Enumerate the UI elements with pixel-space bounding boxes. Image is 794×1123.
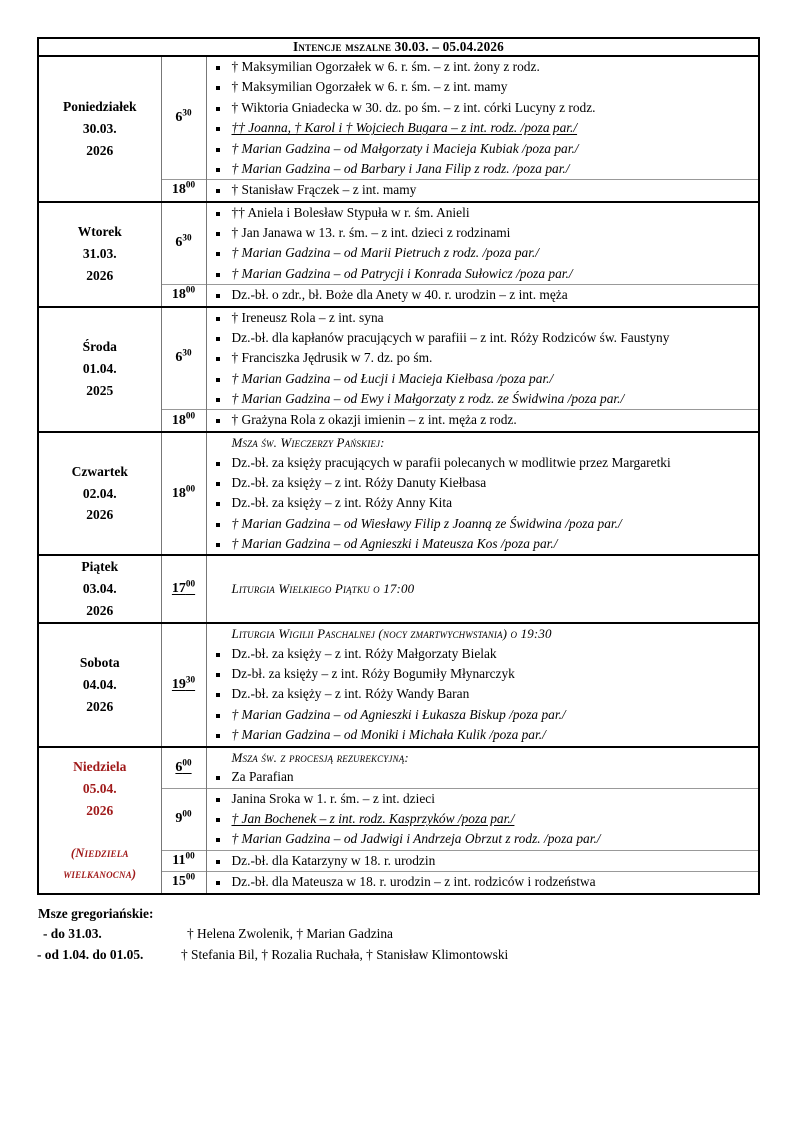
- time-value: $11^{00}$: [172, 850, 195, 869]
- time-value: $6^{30}$: [175, 347, 192, 366]
- day-date: 04.04.: [82, 676, 117, 692]
- time-minutes: 00: [185, 482, 196, 493]
- time-minutes: 00: [185, 850, 195, 861]
- intention-item: † Marian Gadzina – od Patrycji i Konrada Sułowicz /poza par./: [207, 264, 759, 284]
- intentions-list: [207, 624, 759, 746]
- footer-title: Msze gregoriańskie:: [38, 905, 154, 921]
- intention-item: † Ireneusz Rola – z int. syna: [207, 308, 759, 328]
- mass-time: [161, 555, 206, 623]
- day-year: 2026: [86, 802, 114, 818]
- schedule-row: [38, 307, 759, 410]
- intentions-cell: [206, 307, 759, 410]
- time-minutes: 00: [185, 871, 196, 882]
- time-value: $6^{30}$: [175, 232, 192, 251]
- day-name: Niedziela: [73, 758, 127, 774]
- day-date: 05.04.: [82, 780, 117, 796]
- time-minutes: 30: [182, 232, 192, 243]
- intentions-cell: [206, 623, 759, 747]
- intentions-list: [207, 748, 759, 788]
- intention-item: Dz.-bł. za księży – z int. Róży Wandy Baran: [207, 684, 759, 704]
- schedule-row: [38, 432, 759, 556]
- mass-time: [161, 307, 206, 410]
- intention-heading: Msza św. z procesją rezurekcyjną:: [231, 749, 409, 765]
- intentions-cell: [206, 202, 759, 285]
- intention-item: † Marian Gadzina – od Małgorzaty i Macieja Kubiak /poza par./: [207, 139, 759, 159]
- time-value: $17^{00}$: [171, 578, 196, 597]
- day-cell-środa: [38, 307, 161, 432]
- mass-time: [161, 872, 206, 894]
- intentions-cell: [206, 180, 759, 202]
- intentions-cell: [206, 285, 759, 307]
- intention-item: † Marian Gadzina – od Barbary i Jana Filip z rodz. /poza par./: [207, 159, 759, 179]
- footer-period-label: - od 1.04. do 01.05.: [37, 947, 144, 963]
- day-cell-niedziela: [38, 747, 161, 894]
- mass-time: [161, 56, 206, 180]
- time-minutes: 00: [185, 179, 196, 190]
- intentions-cell: [206, 872, 759, 894]
- time-value: $18^{00}$: [171, 409, 196, 428]
- time-minutes: 00: [185, 409, 196, 420]
- day-date: 31.03.: [82, 246, 117, 262]
- intention-item: Dz.-bł. za księży – z int. Róży Danuty Kiełbasa: [207, 473, 759, 493]
- day-cell-piątek: [38, 555, 161, 623]
- footer-row: [37, 945, 758, 966]
- intentions-list: [207, 872, 759, 892]
- schedule-row: [38, 623, 759, 747]
- gregorian-masses-footer: [37, 904, 758, 967]
- intention-item: Dz.-bł. dla Mateusza w 18. r. urodzin – z int. rodziców i rodzeństwa: [207, 872, 759, 892]
- day-name: Środa: [82, 339, 117, 355]
- mass-time: [161, 788, 206, 850]
- day-date: 02.04.: [82, 485, 117, 501]
- intention-item: † Marian Gadzina – od Agnieszki i Łukasza Biskup /poza par./: [207, 705, 759, 725]
- day-year: 2026: [86, 507, 114, 523]
- intention-item: Dz.-bł. za księży pracujących w parafii polecanych w modlitwie przez Margaretki: [207, 453, 759, 473]
- intention-item: † Stanisław Frączek – z int. mamy: [207, 180, 759, 200]
- schedule-row: [38, 202, 759, 285]
- time-value: $15^{00}$: [171, 871, 196, 890]
- intention-item: † Marian Gadzina – od Łucji i Macieja Kiełbasa /poza par./: [207, 369, 759, 389]
- title-row: [38, 38, 759, 56]
- intention-item: † Jan Janawa w 13. r. śm. – z int. dzieci z rodzinami: [207, 223, 759, 243]
- day-name: Sobota: [79, 654, 120, 670]
- footer-rows: [37, 924, 758, 966]
- intention-item: † Maksymilian Ogorzałek w 6. r. śm. – z int. żony z rodz.: [207, 57, 759, 77]
- intentions-cell: [206, 410, 759, 432]
- mass-time: [161, 850, 206, 871]
- time-minutes: 00: [182, 756, 192, 767]
- time-minutes: 30: [185, 674, 196, 685]
- intentions-cell: [206, 747, 759, 789]
- day-date: 03.04.: [82, 581, 117, 597]
- day-year: 2026: [86, 142, 114, 158]
- time-minutes: 30: [182, 347, 192, 358]
- footer-names: † Stefania Bil, † Rozalia Ruchała, † Stanisław Klimontowski: [181, 947, 509, 963]
- intentions-list: [207, 308, 759, 410]
- intentions-list: [207, 180, 759, 200]
- day-cell-wtorek: [38, 202, 161, 307]
- intentions-cell: [206, 555, 759, 623]
- intentions-list: [207, 57, 759, 179]
- time-minutes: 00: [185, 578, 196, 589]
- intention-item: † Marian Gadzina – od Wiesławy Filip z Joanną ze Świdwina /poza par./: [207, 514, 759, 534]
- day-date: 01.04.: [82, 361, 117, 377]
- intention-heading: Liturgia Wielkiego Piątku o 17:00: [231, 581, 415, 597]
- intention-item: † Wiktoria Gniadecka w 30. dz. po śm. – z int. córki Lucyny z rodz.: [207, 98, 759, 118]
- schedule-row: [38, 747, 759, 789]
- day-name: Wtorek: [77, 224, 122, 240]
- days-body: [38, 56, 759, 894]
- footer-row: [37, 924, 758, 945]
- day-cell-czwartek: [38, 432, 161, 556]
- day-subnote: (Niedziela wielkanocna): [63, 846, 137, 881]
- time-value: $18^{00}$: [171, 284, 196, 303]
- time-value: $9^{00}$: [175, 808, 192, 827]
- intention-heading: Liturgia Wigilii Paschalnej (nocy zmartwychwstania) o 19:30: [231, 625, 552, 641]
- intention-heading: Msza św. Wieczerzy Pańskiej:: [231, 434, 385, 450]
- table-body: [38, 38, 759, 56]
- day-name: Czwartek: [71, 463, 128, 479]
- intentions-cell: [206, 788, 759, 850]
- intention-item: Janina Sroka w 1. r. śm. – z int. dzieci: [207, 789, 759, 809]
- time-value: $18^{00}$: [171, 179, 196, 198]
- page-title: Intencje mszalne 30.03. – 05.04.2026: [38, 38, 759, 56]
- mass-time: [161, 410, 206, 432]
- footer-names: † Helena Zwolenik, † Marian Gadzina: [187, 926, 393, 942]
- intention-item: Dz.-bł. o zdr., bł. Boże dla Anety w 40. r. urodzin – z int. męża: [207, 285, 759, 305]
- intention-item: † Marian Gadzina – od Ewy i Małgorzaty z rodz. ze Świdwina /poza par./: [207, 389, 759, 409]
- intention-item: †† Joanna, † Karol i † Wojciech Bugara – z int. rodz. /poza par./: [207, 118, 759, 138]
- day-date: 30.03.: [82, 120, 117, 136]
- intention-item: † Grażyna Rola z okazji imienin – z int. męża z rodz.: [207, 410, 759, 430]
- day-name: Poniedziałek: [63, 99, 137, 115]
- intentions-cell: [206, 850, 759, 871]
- mass-time: [161, 180, 206, 202]
- intention-item: † Jan Bochenek – z int. rodz. Kasprzyków /poza par./: [207, 809, 759, 829]
- time-minutes: 00: [185, 284, 196, 295]
- intentions-list: [207, 203, 759, 285]
- intentions-list: [207, 789, 759, 850]
- mass-time: [161, 623, 206, 747]
- time-minutes: 30: [182, 107, 192, 118]
- intentions-list: [207, 410, 759, 430]
- intention-item: Dz.-bł. dla Katarzyny w 18. r. urodzin: [207, 851, 759, 871]
- intention-item: Za Parafian: [207, 767, 759, 787]
- day-year: 2026: [86, 267, 114, 283]
- schedule-row: [38, 555, 759, 623]
- intentions-list: [207, 433, 759, 555]
- intention-item: Dz.-bł. za księży – z int. Róży Anny Kita: [207, 493, 759, 513]
- intention-item: †† Aniela i Bolesław Stypuła w r. śm. Anieli: [207, 203, 759, 223]
- time-value: $6^{30}$: [175, 107, 192, 126]
- day-cell-poniedziałek: [38, 56, 161, 202]
- intention-item: Dz.-bł. za księży – z int. Róży Małgorzaty Bielak: [207, 644, 759, 664]
- intentions-cell: [206, 432, 759, 556]
- mass-time: [161, 747, 206, 789]
- time-value: $19^{30}$: [171, 674, 196, 692]
- day-year: 2025: [86, 383, 114, 399]
- mass-time: [161, 285, 206, 307]
- time-value: $6^{00}$: [175, 756, 192, 775]
- day-name: Piątek: [81, 559, 119, 575]
- footer-period-label: - do 31.03.: [43, 926, 102, 942]
- intention-item: Dz-bł. za księży – z int. Róży Bogumiły Młynarczyk: [207, 664, 759, 684]
- day-year: 2026: [86, 603, 114, 619]
- intention-item: † Franciszka Jędrusik w 7. dz. po śm.: [207, 348, 759, 368]
- schedule-row: [38, 56, 759, 180]
- intentions-cell: [206, 56, 759, 180]
- day-cell-sobota: [38, 623, 161, 747]
- intention-item: † Marian Gadzina – od Marii Pietruch z rodz. /poza par./: [207, 243, 759, 263]
- intention-item: † Marian Gadzina – od Jadwigi i Andrzeja Obrzut z rodz. /poza par./: [207, 829, 759, 849]
- mass-intentions-table: [37, 37, 760, 895]
- mass-time: [161, 202, 206, 285]
- day-year: 2026: [86, 698, 114, 714]
- time-value: $18^{00}$: [171, 482, 196, 501]
- intention-item: † Marian Gadzina – od Moniki i Michała Kulik /poza par./: [207, 725, 759, 745]
- intention-item: † Marian Gadzina – od Agnieszki i Mateusza Kos /poza par./: [207, 534, 759, 554]
- intentions-list: [207, 579, 759, 599]
- intention-item: † Maksymilian Ogorzałek w 6. r. śm. – z int. mamy: [207, 77, 759, 97]
- intentions-list: [207, 851, 759, 871]
- intentions-list: [207, 285, 759, 305]
- time-minutes: 00: [182, 808, 192, 819]
- mass-time: [161, 432, 206, 556]
- intention-item: Dz.-bł. dla kapłanów pracujących w parafiii – z int. Róży Rodziców św. Faustyny: [207, 328, 759, 348]
